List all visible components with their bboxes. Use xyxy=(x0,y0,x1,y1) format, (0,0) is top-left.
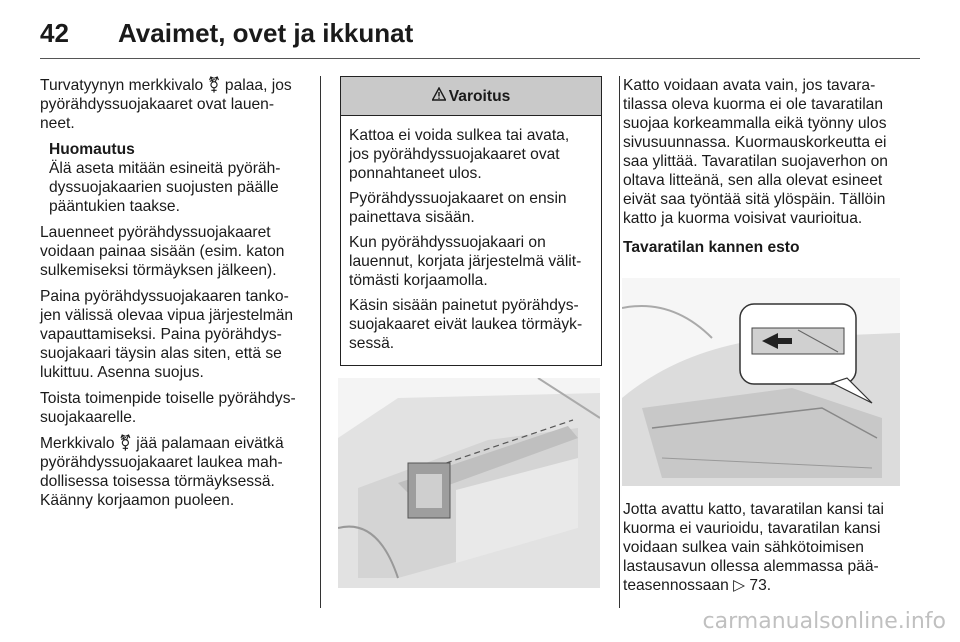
column-2 xyxy=(340,76,602,407)
paragraph: Lauenneet pyörähdyssuojakaaret voidaan painaa sisään (esim. katon sulkemiseksi törmäyksen jälkeen). xyxy=(40,224,285,279)
note-body: Älä aseta mitään esineitä pyörähdyssuojakaarien suojusten päälle pääntukien taakse. xyxy=(49,160,281,215)
trunk-illustration xyxy=(338,378,600,588)
column-divider-1 xyxy=(320,76,321,608)
warning-box xyxy=(340,76,602,366)
paragraph: Jotta avattu katto, tavaratilan kansi tai kuorma ei vaurioidu, tavaratilan kansi voidaan sulkea vain sähkötoimisen lastausavun ollessa alemmassa pääteasennossaan ▷ 73. xyxy=(623,501,884,594)
warning-body xyxy=(341,116,601,365)
page-number: 42 xyxy=(40,18,69,48)
warning-title: Varoitus xyxy=(448,87,511,105)
warning-text: Kattoa ei voida sulkea tai avata, jos pyörähdyssuojakaaret ovat ponnahtaneet ulos. xyxy=(349,127,570,182)
paragraph: Paina pyörähdyssuojakaaren tankojen välissä olevaa vipua järjestelmän vapauttamiseksi. Paina pyörähdyssuojakaari täysin alas siten, että se lukittuu. Asenna suojus. xyxy=(40,288,294,381)
warning-triangle-icon xyxy=(432,87,446,106)
column-3-bottom xyxy=(623,500,903,602)
paragraph: Turvatyynyn merkkivalo ⚧ palaa, jos pyörähdyssuojakaaret ovat lauenneet. xyxy=(40,77,292,132)
warning-text: Pyörähdyssuojakaaret on ensin painettava sisään. xyxy=(349,190,567,226)
header-divider xyxy=(40,58,920,59)
paragraph: Merkkivalo ⚧ jää palamaan eivätkä pyörähdyssuojakaaret laukea mahdollisessa toisessa törmäyksessä. Käänny korjaamon puoleen. xyxy=(40,435,284,509)
warning-text: Käsin sisään painetut pyörähdyssuojakaaret eivät laukea törmäyksessä. xyxy=(349,297,583,352)
page-title: Avaimet, ovet ja ikkunat xyxy=(118,18,414,48)
column-3 xyxy=(623,76,903,257)
warning-text: Kun pyörähdyssuojakaari on lauennut, korjata järjestelmä välittömästi korjaamolla. xyxy=(349,234,582,289)
note xyxy=(49,140,302,216)
column-1 xyxy=(40,76,302,517)
watermark: carmanualsonline.info xyxy=(702,609,946,634)
warning-header xyxy=(341,77,601,116)
paragraph: Toista toimenpide toiselle pyörähdyssuojakaarelle. xyxy=(40,390,296,426)
page-header xyxy=(40,14,920,54)
trunk-lid-illustration xyxy=(622,278,900,486)
paragraph: Katto voidaan avata vain, jos tavaratilassa oleva kuorma ei ole tavaratilan suojaa korkeammalla eikä työnny ulos sivusuunnassa. Kuormauskorkeutta ei saa ylittää. Tavaratilan suojaverhon on oltava litteänä, sen alla olevat esineet eivät saa työntää sitä ylöspäin. Tällöin katto ja kuorma voisivat vaurioitua. xyxy=(623,77,888,227)
note-title: Huomautus xyxy=(49,141,135,158)
subheading: Tavaratilan kannen esto xyxy=(623,239,800,256)
column-divider-2 xyxy=(619,76,620,608)
